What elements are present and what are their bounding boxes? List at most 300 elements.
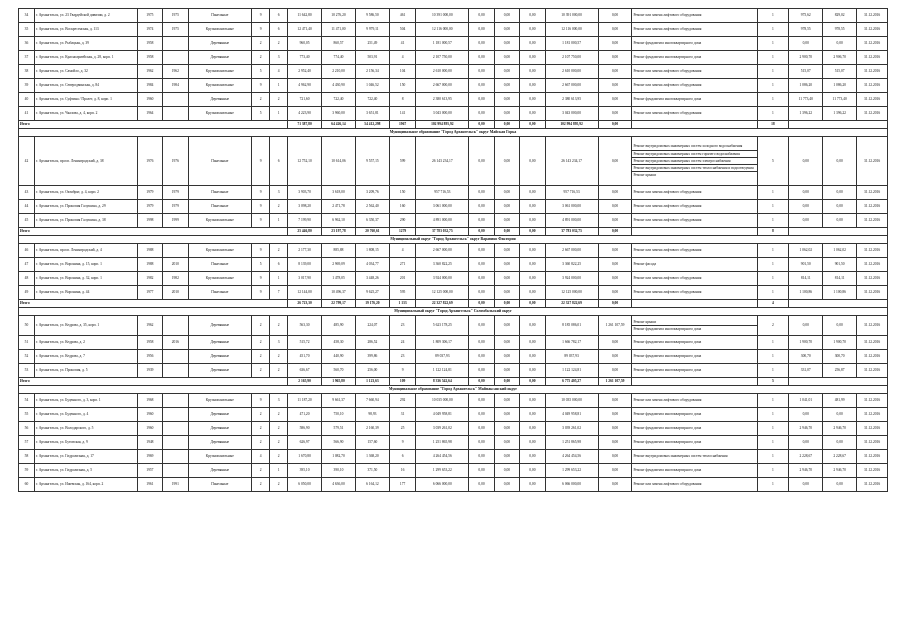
- row-number: 57: [19, 435, 35, 449]
- cost-other: 0,00: [598, 79, 632, 93]
- cost-other: 0,00: [598, 244, 632, 258]
- wall-material: Деревянные: [188, 407, 252, 421]
- cost-other: 0,00: [598, 23, 632, 37]
- table-row: [19, 477, 888, 491]
- total-c6: 1 261 107,59: [598, 377, 632, 385]
- total-res: 1967: [389, 121, 415, 129]
- table-row: [19, 186, 888, 200]
- cost-municipal: 0,00: [520, 23, 545, 37]
- build-year: 1988: [137, 258, 162, 272]
- cost-fund: 0,00: [469, 393, 494, 407]
- cost-fund: 0,00: [469, 316, 494, 336]
- cost-other: 0,00: [598, 51, 632, 65]
- deadline: 31.12.2016: [857, 316, 888, 336]
- unit-cost: 1 100,86: [789, 286, 823, 300]
- owner-area: 3 651,81: [355, 107, 389, 121]
- build-year: 1977: [137, 286, 162, 300]
- row-number: 46: [19, 244, 35, 258]
- wall-material: Крупнопанельные: [188, 107, 252, 121]
- total-cost: 2 610 000,00: [416, 65, 469, 79]
- wall-material: Крупнопанельные: [188, 449, 252, 463]
- cost-region: 0,00: [494, 449, 519, 463]
- address: г. Архангельск, ул. Воронина, д. 44: [34, 286, 137, 300]
- cost-other: 0,00: [598, 477, 632, 491]
- total-cost: 3 924 000,00: [416, 272, 469, 286]
- build-year: 1976: [137, 137, 162, 186]
- unit-cost: 331,07: [789, 363, 823, 377]
- cost-owners: 3 061 000,00: [545, 200, 598, 214]
- work-types: [632, 349, 757, 363]
- address: г. Архангельск, ул. Гидролизная, д. 5: [34, 463, 137, 477]
- row-number: 50: [19, 316, 35, 336]
- max-unit-cost: 2 228,67: [823, 449, 857, 463]
- total-c3: 0,00: [494, 228, 519, 236]
- deadline: 31.12.2016: [857, 435, 888, 449]
- living-area: 440,90: [322, 349, 356, 363]
- table-row: [19, 272, 888, 286]
- total-area: 8 139,00: [288, 258, 322, 272]
- total-a3: 19 176,20: [355, 300, 389, 308]
- total-cost: 3 039 261,02: [416, 421, 469, 435]
- living-area: 750,10: [322, 407, 356, 421]
- total-c3: 0,00: [494, 121, 519, 129]
- total-cost: 2 667 000,00: [416, 79, 469, 93]
- total-area: 636,67: [288, 363, 322, 377]
- max-unit-cost: 0,00: [823, 316, 857, 336]
- work-types: [632, 214, 757, 228]
- living-area: 4 430,90: [322, 79, 356, 93]
- floors: 2: [252, 93, 270, 107]
- max-unit-cost: 901,50: [823, 258, 857, 272]
- wall-material: Панельные: [188, 186, 252, 200]
- total-c4: 0,00: [520, 228, 545, 236]
- build-year: 1958: [137, 51, 162, 65]
- residents: 104: [389, 65, 415, 79]
- residents: 595: [389, 286, 415, 300]
- work-item: Ремонт или замена лифтового оборудования: [633, 276, 702, 281]
- wall-material: Деревянные: [188, 363, 252, 377]
- wall-material: Панельные: [188, 258, 252, 272]
- total-work-count: 8: [757, 228, 789, 236]
- unit-cost: 978,55: [789, 23, 823, 37]
- cost-region: 0,00: [494, 349, 519, 363]
- total-c6: 0,00: [598, 300, 632, 308]
- cost-region: 0,00: [494, 214, 519, 228]
- owner-area: 6 350,37: [355, 214, 389, 228]
- build-year: 1974: [137, 23, 162, 37]
- table-row: [19, 37, 888, 51]
- address: г. Архангельск, ул. Кедрова, д. 2: [34, 335, 137, 349]
- total-row: [19, 300, 888, 308]
- row-number: 38: [19, 65, 35, 79]
- work-types: [632, 363, 757, 377]
- total-c1: 37 783 032,75: [416, 228, 469, 236]
- total-area: 12 144,00: [288, 286, 322, 300]
- living-area: 579,51: [322, 421, 356, 435]
- total-cost: 89 037,93: [416, 349, 469, 363]
- cost-fund: 0,00: [469, 272, 494, 286]
- cost-owners: 89 037,93: [545, 349, 598, 363]
- total-area: 721,60: [288, 93, 322, 107]
- floors: 2: [252, 477, 270, 491]
- table-row: [19, 463, 888, 477]
- total-cost: 12 125 000,00: [416, 286, 469, 300]
- build-year: 1957: [137, 463, 162, 477]
- address: г. Архангельск, ул. 23 Гвардейской дивизии, д. 2: [34, 9, 137, 23]
- total-a2: 23 197,78: [322, 228, 356, 236]
- overhaul-year: [163, 435, 188, 449]
- row-number: 39: [19, 79, 35, 93]
- cost-region: 0,00: [494, 272, 519, 286]
- residents: 160: [389, 200, 415, 214]
- total-area: 773,40: [288, 51, 322, 65]
- build-year: 1969: [137, 449, 162, 463]
- deadline: 31.12.2016: [857, 51, 888, 65]
- wall-material: Крупнопанельные: [188, 65, 252, 79]
- table-row: [19, 9, 888, 23]
- total-cost: 2 380 613,95: [416, 93, 469, 107]
- cost-other: 0,00: [598, 349, 632, 363]
- build-year: 1975: [137, 9, 162, 23]
- cost-fund: 0,00: [469, 407, 494, 421]
- total-area: 471,20: [288, 407, 322, 421]
- table-row: [19, 316, 888, 336]
- cost-region: 0,00: [494, 477, 519, 491]
- cost-owners: 2 610 000,00: [545, 65, 598, 79]
- row-number: 40: [19, 93, 35, 107]
- work-count: 1: [757, 244, 789, 258]
- entrances: 2: [270, 477, 288, 491]
- max-unit-cost: 1 100,86: [823, 286, 857, 300]
- floors: 9: [252, 137, 270, 186]
- wall-material: Деревянные: [188, 335, 252, 349]
- entrances: 2: [270, 421, 288, 435]
- cost-region: 0,00: [494, 107, 519, 121]
- deadline: 31.12.2016: [857, 9, 888, 23]
- total-empty: [789, 121, 888, 129]
- table-row: [19, 421, 888, 435]
- row-number: 43: [19, 186, 35, 200]
- total-cost: 957 716,53: [416, 186, 469, 200]
- total-res: 109: [389, 377, 415, 385]
- max-unit-cost: 11 773,40: [823, 93, 857, 107]
- cost-municipal: 0,00: [520, 349, 545, 363]
- capital-repair-table: [18, 8, 888, 492]
- cost-owners: 1 181 000,57: [545, 37, 598, 51]
- deadline: 31.12.2016: [857, 214, 888, 228]
- owner-area: 157,60: [355, 435, 389, 449]
- cost-fund: 0,00: [469, 200, 494, 214]
- living-area: 9 661,37: [322, 393, 356, 407]
- total-area: 11 187,20: [288, 393, 322, 407]
- owner-area: 6 164,12: [355, 477, 389, 491]
- cost-region: 0,00: [494, 258, 519, 272]
- cost-other: 0,00: [598, 286, 632, 300]
- cost-region: 0,00: [494, 463, 519, 477]
- living-area: 10 276,20: [322, 9, 356, 23]
- row-number: 54: [19, 393, 35, 407]
- entrances: 2: [270, 449, 288, 463]
- floors: 2: [252, 407, 270, 421]
- total-cost: 26 143 234,17: [416, 137, 469, 186]
- total-c4: 0,00: [520, 300, 545, 308]
- district-heading-row: [19, 129, 888, 137]
- total-cost: 2 107 750,00: [416, 51, 469, 65]
- total-c3: 0,00: [494, 377, 519, 385]
- row-number: 52: [19, 349, 35, 363]
- total-area: 11 642,80: [288, 9, 322, 23]
- total-empty: [789, 300, 888, 308]
- table-row: [19, 79, 888, 93]
- wall-material: Деревянные: [188, 93, 252, 107]
- cost-fund: 0,00: [469, 421, 494, 435]
- entrances: 2: [270, 407, 288, 421]
- work-count: 1: [757, 214, 789, 228]
- total-area: 1 670,80: [288, 449, 322, 463]
- row-number: 60: [19, 477, 35, 491]
- overhaul-year: [163, 51, 188, 65]
- cost-fund: 0,00: [469, 477, 494, 491]
- total-work-count: 5: [757, 377, 789, 385]
- cost-municipal: 0,00: [520, 316, 545, 336]
- unit-cost: 2 900,70: [789, 51, 823, 65]
- row-number: 34: [19, 9, 35, 23]
- max-unit-cost: 0,00: [823, 200, 857, 214]
- total-c6: 0,00: [598, 228, 632, 236]
- residents: 141: [389, 107, 415, 121]
- work-item: Ремонт фундамента многоквартирного дома: [633, 353, 702, 358]
- cost-region: 0,00: [494, 137, 519, 186]
- work-item: Ремонт или замена лифтового оборудования: [633, 290, 702, 295]
- cost-municipal: 0,00: [520, 51, 545, 65]
- cost-region: 0,00: [494, 335, 519, 349]
- unit-cost: 0,00: [789, 37, 823, 51]
- floors: 2: [252, 435, 270, 449]
- total-label: Итого: [19, 377, 288, 385]
- total-cost: 1 181 000,57: [416, 37, 469, 51]
- living-area: 4 636,00: [322, 477, 356, 491]
- floors: 4: [252, 449, 270, 463]
- address: г. Архангельск, просп. Ленинградский, д. 38: [34, 137, 137, 186]
- overhaul-year: 1984: [163, 79, 188, 93]
- district-heading: Муниципальный округ "Город Архангельск" округ Варавино Фактория: [19, 236, 888, 244]
- table-row: [19, 65, 888, 79]
- deadline: 31.12.2016: [857, 23, 888, 37]
- floors: 2: [252, 463, 270, 477]
- table-row: [19, 449, 888, 463]
- cost-other: 0,00: [598, 137, 632, 186]
- cost-region: 0,00: [494, 421, 519, 435]
- total-area: 960,05: [288, 37, 322, 51]
- deadline: 31.12.2016: [857, 477, 888, 491]
- unit-cost: 300,70: [789, 349, 823, 363]
- work-types: [632, 37, 757, 51]
- total-works: [632, 228, 757, 236]
- total-c5: 22 327 822,69: [545, 300, 598, 308]
- table-body: [19, 9, 888, 492]
- cost-municipal: 0,00: [520, 186, 545, 200]
- total-a2: 1 965,80: [322, 377, 356, 385]
- wall-material: Деревянные: [188, 37, 252, 51]
- total-cost: 3 043 000,00: [416, 107, 469, 121]
- residents: 9: [389, 363, 415, 377]
- entrances: 4: [270, 65, 288, 79]
- cost-owners: 2 667 000,00: [545, 244, 598, 258]
- total-area: 563,30: [288, 316, 322, 336]
- table-row: [19, 393, 888, 407]
- cost-municipal: 0,00: [520, 93, 545, 107]
- work-count: 1: [757, 37, 789, 51]
- owner-area: 1 046,52: [355, 79, 389, 93]
- total-a1: 25 446,80: [288, 228, 322, 236]
- work-item: Ремонт или замена лифтового оборудования: [633, 69, 702, 74]
- residents: 461: [389, 9, 415, 23]
- floors: 9: [252, 214, 270, 228]
- floors: 9: [252, 393, 270, 407]
- row-number: 47: [19, 258, 35, 272]
- entrances: 2: [270, 316, 288, 336]
- deadline: 31.12.2016: [857, 463, 888, 477]
- owner-area: 722,40: [355, 93, 389, 107]
- cost-other: 0,00: [598, 107, 632, 121]
- total-c5: 102 994 895,92: [545, 121, 598, 129]
- unit-cost: 901,50: [789, 258, 823, 272]
- max-unit-cost: 814,11: [823, 272, 857, 286]
- work-item: Ремонт или замена лифтового оборудования: [633, 218, 702, 223]
- total-c4: 0,00: [520, 121, 545, 129]
- row-number: 58: [19, 449, 35, 463]
- cost-fund: 0,00: [469, 214, 494, 228]
- deadline: 31.12.2016: [857, 65, 888, 79]
- max-unit-cost: 0,00: [823, 37, 857, 51]
- entrances: 6: [270, 9, 288, 23]
- floors: 2: [252, 37, 270, 51]
- work-item: Ремонт или замена лифтового оборудования: [633, 204, 702, 209]
- work-count: 1: [757, 65, 789, 79]
- floors: 2: [252, 316, 270, 336]
- work-count: 1: [757, 477, 789, 491]
- total-area: 12 752,10: [288, 137, 322, 186]
- floors: 2: [252, 349, 270, 363]
- cost-other: 1 261 107,59: [598, 316, 632, 336]
- owner-area: 1 368,20: [355, 449, 389, 463]
- build-year: 1961: [137, 477, 162, 491]
- owner-area: 9 557,15: [355, 137, 389, 186]
- cost-fund: 0,00: [469, 9, 494, 23]
- total-area: 3 017,90: [288, 272, 322, 286]
- owner-area: 251,49: [355, 37, 389, 51]
- cost-other: 0,00: [598, 463, 632, 477]
- wall-material: Панельные: [188, 286, 252, 300]
- residents: 16: [389, 463, 415, 477]
- deadline: 31.12.2016: [857, 37, 888, 51]
- work-item: Ремонт фундамента многоквартирного дома: [633, 326, 702, 331]
- cost-fund: 0,00: [469, 244, 494, 258]
- cost-fund: 0,00: [469, 137, 494, 186]
- cost-owners: 3 043 000,00: [545, 107, 598, 121]
- total-area: 4 223,90: [288, 107, 322, 121]
- total-cost: 10 035 000,00: [416, 393, 469, 407]
- work-item: Ремонт фундамента многоквартирного дома: [633, 55, 702, 60]
- work-count: 1: [757, 79, 789, 93]
- work-types: [632, 51, 757, 65]
- deadline: 31.12.2016: [857, 349, 888, 363]
- address: г. Архангельск, ул. Воронина, д. 15, корп. 1: [34, 258, 137, 272]
- address: г. Архангельск, ул. Самойло, д. 32: [34, 65, 137, 79]
- cost-municipal: 0,00: [520, 258, 545, 272]
- wall-material: Крупнопанельные: [188, 214, 252, 228]
- floors: 9: [252, 79, 270, 93]
- total-c5: 37 783 032,75: [545, 228, 598, 236]
- living-area: 10 614,06: [322, 137, 356, 186]
- owner-area: 2 562,40: [355, 200, 389, 214]
- document-page: [18, 8, 888, 492]
- total-cost: 5 623 178,25: [416, 316, 469, 336]
- owner-area: 224,07: [355, 316, 389, 336]
- entrances: 2: [270, 200, 288, 214]
- max-unit-cost: 256,87: [823, 363, 857, 377]
- cost-region: 0,00: [494, 316, 519, 336]
- living-area: 1 478,05: [322, 272, 356, 286]
- max-unit-cost: 2 906,70: [823, 51, 857, 65]
- living-area: 560,70: [322, 363, 356, 377]
- total-works: [632, 377, 757, 385]
- cost-owners: 1 251 865,98: [545, 435, 598, 449]
- build-year: 1960: [137, 407, 162, 421]
- floors: 5: [252, 107, 270, 121]
- cost-other: 0,00: [598, 93, 632, 107]
- cost-fund: 0,00: [469, 37, 494, 51]
- cost-municipal: 0,00: [520, 421, 545, 435]
- district-heading: Муниципальное образование "Город Архангельск" Маймаксанский округ: [19, 385, 888, 393]
- cost-municipal: 0,00: [520, 393, 545, 407]
- work-item: Ремонт фундамента многоквартирного дома: [633, 339, 702, 344]
- cost-region: 0,00: [494, 9, 519, 23]
- cost-region: 0,00: [494, 65, 519, 79]
- total-c1: 102 994 895,92: [416, 121, 469, 129]
- table-row: [19, 93, 888, 107]
- overhaul-year: [163, 393, 188, 407]
- cost-owners: 1 666 782,17: [545, 335, 598, 349]
- cost-other: 0,00: [598, 435, 632, 449]
- table-row: [19, 214, 888, 228]
- deadline: 31.12.2016: [857, 393, 888, 407]
- total-cost: 4 264 454,56: [416, 449, 469, 463]
- address: г. Архангельск, ул. Воронина, д. 32, корп. 1: [34, 272, 137, 286]
- district-heading-row: [19, 385, 888, 393]
- cost-owners: 2 380 613,95: [545, 93, 598, 107]
- total-c2: 0,00: [469, 228, 494, 236]
- floors: 2: [252, 335, 270, 349]
- total-empty: [789, 377, 888, 385]
- deadline: 31.12.2016: [857, 407, 888, 421]
- total-cost: 2 667 000,00: [416, 244, 469, 258]
- work-count: 1: [757, 421, 789, 435]
- deadline: 31.12.2016: [857, 449, 888, 463]
- entrances: 1: [270, 79, 288, 93]
- deadline: 31.12.2016: [857, 200, 888, 214]
- living-area: 774,40: [322, 51, 356, 65]
- living-area: 458,30: [322, 335, 356, 349]
- living-area: 6 962,10: [322, 214, 356, 228]
- work-types: [632, 107, 757, 121]
- cost-municipal: 0,00: [520, 9, 545, 23]
- residents: 41: [389, 37, 415, 51]
- work-item: Ремонт фундамента многоквартирного дома: [633, 425, 702, 430]
- floors: 2: [252, 51, 270, 65]
- unit-cost: 1 062,02: [789, 244, 823, 258]
- address: г. Архангельск, ул. Чкалова, д. 4, корп. 2: [34, 107, 137, 121]
